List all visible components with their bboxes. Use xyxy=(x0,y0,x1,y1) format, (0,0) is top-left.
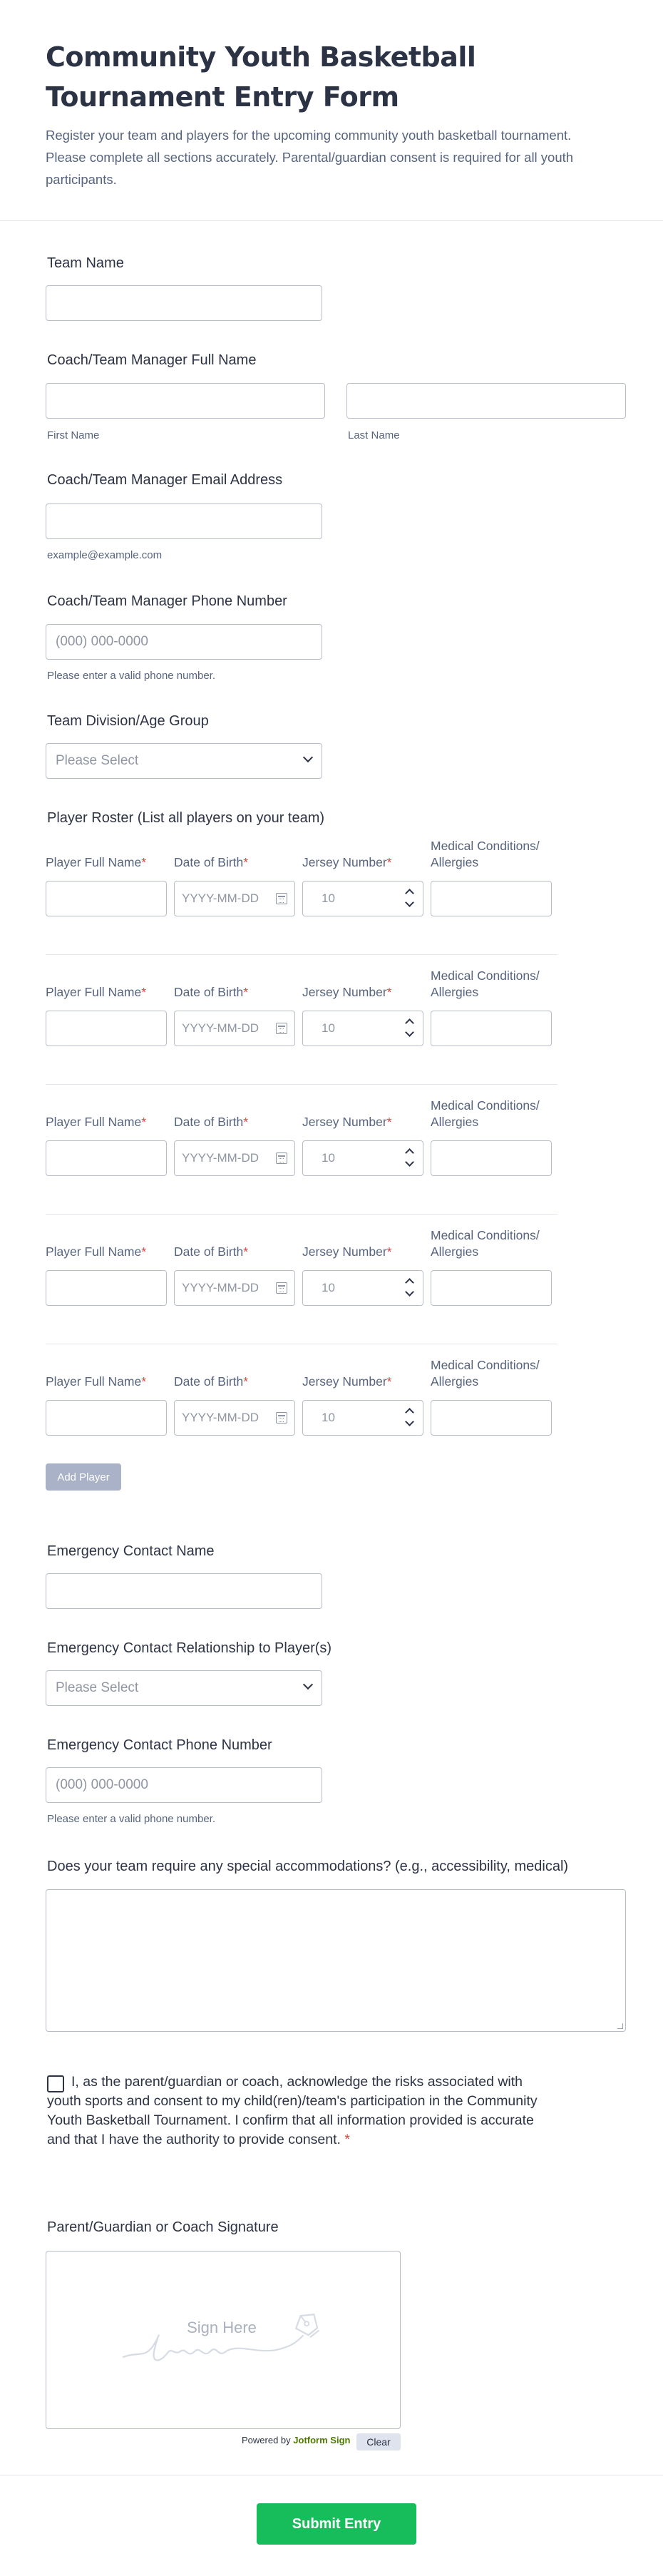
division-label: Team Division/Age Group xyxy=(47,713,209,729)
dob-placeholder: YYYY-MM-DD xyxy=(182,891,259,905)
required-mark: * xyxy=(141,1115,147,1129)
form-header xyxy=(0,0,663,221)
accommodations-textarea[interactable] xyxy=(46,1889,626,2032)
player-name-input[interactable] xyxy=(46,1400,167,1436)
medical-column-label xyxy=(431,1227,552,1260)
medical-conditions-input[interactable] xyxy=(431,881,552,916)
dob-column-label-text: Date of Birth xyxy=(174,1374,244,1389)
coach-email-label: Coach/Team Manager Email Address xyxy=(47,472,283,488)
player-name-column-label-text: Player Full Name xyxy=(46,1244,142,1259)
required-mark: * xyxy=(243,985,249,999)
last-name-sublabel: Last Name xyxy=(348,429,400,441)
dob-column-label xyxy=(174,1244,295,1260)
medical-column-label-text: Medical Conditions/ Allergies xyxy=(431,968,540,999)
dob-placeholder: YYYY-MM-DD xyxy=(182,1411,259,1424)
dob-placeholder: YYYY-MM-DD xyxy=(182,1151,259,1165)
player-name-column-label xyxy=(46,1114,167,1130)
required-mark: * xyxy=(243,1244,249,1259)
roster-row-divider xyxy=(46,954,557,955)
required-mark: * xyxy=(141,1374,147,1389)
medical-column-label xyxy=(431,1098,552,1130)
chevron-up-icon[interactable] xyxy=(404,888,414,895)
team-name-input[interactable] xyxy=(46,285,322,321)
powered-by-label: Powered by xyxy=(242,2435,291,2445)
required-mark: * xyxy=(386,985,392,999)
required-mark: * xyxy=(386,1115,392,1129)
emergency-relationship-label: Emergency Contact Relationship to Player(s) xyxy=(47,1640,332,1656)
required-mark: * xyxy=(386,855,392,869)
calendar-icon[interactable] xyxy=(276,893,287,904)
jersey-column-label-text: Jersey Number xyxy=(302,1374,387,1389)
accommodations-label: Does your team require any special accommodations? (e.g., accessibility, medical) xyxy=(47,1859,569,1874)
medical-conditions-input[interactable] xyxy=(431,1270,552,1306)
roster-row-divider xyxy=(46,1084,557,1085)
emergency-name-label: Emergency Contact Name xyxy=(47,1543,215,1559)
coach-first-name-input[interactable] xyxy=(46,383,325,419)
jotform-sign-brand: Jotform Sign xyxy=(293,2435,351,2445)
medical-column-label xyxy=(431,1357,552,1390)
player-name-column-label-text: Player Full Name xyxy=(46,855,142,869)
coach-phone-sublabel: Please enter a valid phone number. xyxy=(47,670,215,682)
dob-column-label-text: Date of Birth xyxy=(174,1115,244,1129)
roster-label: Player Roster (List all players on your team) xyxy=(47,810,325,826)
dob-input[interactable] xyxy=(174,1140,295,1176)
required-mark: * xyxy=(141,985,147,999)
chevron-down-icon[interactable] xyxy=(404,1420,414,1427)
chevron-down-icon xyxy=(303,752,313,762)
jersey-placeholder: 10 xyxy=(322,1151,335,1165)
jersey-number-input[interactable] xyxy=(302,1400,423,1436)
player-name-input[interactable] xyxy=(46,1270,167,1306)
coach-last-name-input[interactable] xyxy=(346,383,626,419)
medical-conditions-input[interactable] xyxy=(431,1011,552,1046)
dob-placeholder: YYYY-MM-DD xyxy=(182,1281,259,1294)
medical-column-label xyxy=(431,968,552,1001)
coach-email-input[interactable] xyxy=(46,504,322,539)
dob-column-label-text: Date of Birth xyxy=(174,1244,244,1259)
submit-button[interactable]: Submit Entry xyxy=(257,2503,416,2545)
jersey-number-input[interactable] xyxy=(302,1011,423,1046)
required-mark: * xyxy=(141,1244,147,1259)
player-name-column-label-text: Player Full Name xyxy=(46,1374,142,1389)
jersey-column-label-text: Jersey Number xyxy=(302,855,387,869)
calendar-icon[interactable] xyxy=(276,1152,287,1164)
calendar-icon[interactable] xyxy=(276,1412,287,1424)
jersey-column-label xyxy=(302,1114,423,1130)
jersey-column-label xyxy=(302,1244,423,1260)
medical-column-label-text: Medical Conditions/ Allergies xyxy=(431,1358,540,1389)
dob-input[interactable] xyxy=(174,881,295,916)
form-title: Community Youth Basketball Tournament Entry Form xyxy=(46,41,476,113)
player-name-column-label xyxy=(46,854,167,871)
jersey-placeholder: 10 xyxy=(322,891,335,905)
dob-column-label-text: Date of Birth xyxy=(174,855,244,869)
signature-pad[interactable] xyxy=(46,2251,401,2429)
pen-icon xyxy=(292,2309,324,2341)
jersey-placeholder: 10 xyxy=(322,1411,335,1424)
required-mark: * xyxy=(386,1244,392,1259)
emergency-phone-placeholder: (000) 000-0000 xyxy=(56,1777,148,1792)
dob-input[interactable] xyxy=(174,1270,295,1306)
emergency-name-input[interactable] xyxy=(46,1573,322,1609)
jersey-placeholder: 10 xyxy=(322,1021,335,1035)
player-name-input[interactable] xyxy=(46,1011,167,1046)
required-mark: * xyxy=(141,855,147,869)
sign-here-hint: Sign Here xyxy=(187,2319,257,2336)
coach-phone-label: Coach/Team Manager Phone Number xyxy=(47,593,287,609)
resize-handle-icon[interactable] xyxy=(617,2023,623,2029)
calendar-icon[interactable] xyxy=(276,1282,287,1294)
medical-column-label xyxy=(431,838,552,871)
division-select[interactable] xyxy=(46,743,322,779)
required-mark: * xyxy=(386,1374,392,1389)
dob-input[interactable] xyxy=(174,1400,295,1436)
roster-row-divider xyxy=(46,1214,557,1215)
jersey-number-input[interactable] xyxy=(302,881,423,916)
jersey-column-label xyxy=(302,984,423,1001)
signature-label: Parent/Guardian or Coach Signature xyxy=(47,2219,279,2235)
jersey-column-label-text: Jersey Number xyxy=(302,1244,387,1259)
division-selected-value: Please Select xyxy=(56,753,139,768)
coach-email-sublabel: example@example.com xyxy=(47,549,163,561)
emergency-phone-sublabel: Please enter a valid phone number. xyxy=(47,1813,215,1825)
chevron-up-icon[interactable] xyxy=(404,1277,414,1284)
jersey-column-label xyxy=(302,854,423,871)
powered-by-text xyxy=(242,2435,350,2445)
dob-column-label xyxy=(174,1114,295,1130)
emergency-relationship-select[interactable] xyxy=(46,1670,322,1706)
signature-squiggle xyxy=(123,2335,303,2360)
jersey-placeholder: 10 xyxy=(322,1281,335,1294)
chevron-up-icon[interactable] xyxy=(404,1018,414,1025)
player-name-input[interactable] xyxy=(46,1140,167,1176)
emergency-relationship-selected-value: Please Select xyxy=(56,1680,139,1695)
player-name-column-label-text: Player Full Name xyxy=(46,985,142,999)
chevron-down-icon[interactable] xyxy=(404,1160,414,1167)
medical-conditions-input[interactable] xyxy=(431,1400,552,1436)
dob-column-label xyxy=(174,984,295,1001)
dob-column-label-text: Date of Birth xyxy=(174,985,244,999)
jersey-column-label-text: Jersey Number xyxy=(302,985,387,999)
chevron-down-icon[interactable] xyxy=(404,1290,414,1297)
player-name-column-label xyxy=(46,984,167,1001)
required-mark: * xyxy=(243,1115,249,1129)
medical-conditions-input[interactable] xyxy=(431,1140,552,1176)
chevron-up-icon[interactable] xyxy=(404,1148,414,1155)
dob-column-label xyxy=(174,854,295,871)
player-name-column-label-text: Player Full Name xyxy=(46,1115,142,1129)
coach-name-label: Coach/Team Manager Full Name xyxy=(47,352,257,368)
jersey-column-label-text: Jersey Number xyxy=(302,1115,387,1129)
dob-input[interactable] xyxy=(174,1011,295,1046)
team-name-label: Team Name xyxy=(47,255,124,271)
chevron-down-icon xyxy=(303,1680,313,1690)
required-mark: * xyxy=(243,855,249,869)
jersey-number-input[interactable] xyxy=(302,1270,423,1306)
calendar-icon[interactable] xyxy=(276,1023,287,1034)
chevron-down-icon[interactable] xyxy=(404,1031,414,1038)
player-name-input[interactable] xyxy=(46,881,167,916)
medical-column-label-text: Medical Conditions/ Allergies xyxy=(431,1228,540,1259)
signature-placeholder-graphic xyxy=(46,2252,401,2430)
consent-text xyxy=(47,2072,546,2150)
clear-signature-button[interactable]: Clear xyxy=(356,2433,401,2450)
jersey-column-label xyxy=(302,1374,423,1390)
dob-column-label xyxy=(174,1374,295,1390)
medical-column-label-text: Medical Conditions/ Allergies xyxy=(431,839,540,869)
required-mark: * xyxy=(243,1374,249,1389)
coach-phone-input[interactable] xyxy=(46,624,322,660)
player-name-column-label xyxy=(46,1244,167,1260)
consent-statement: I, as the parent/guardian or coach, acknowledge the risks associated with youth sports and consent to my child(ren)/team's participation in the Community Youth Basketball Tournament. I confirm that all information provided is accurate and that I have the authority to provide consent. xyxy=(47,2074,538,2147)
emergency-phone-label: Emergency Contact Phone Number xyxy=(47,1737,272,1753)
required-mark: * xyxy=(344,2132,350,2147)
dob-placeholder: YYYY-MM-DD xyxy=(182,1021,259,1035)
first-name-sublabel: First Name xyxy=(47,429,100,441)
chevron-up-icon[interactable] xyxy=(404,1407,414,1414)
jersey-number-input[interactable] xyxy=(302,1140,423,1176)
emergency-phone-input[interactable] xyxy=(46,1767,322,1803)
form-description: Register your team and players for the upcoming community youth basketball tournament. Please complete all sections accurately. Parental/guardian consent is required for all youth participants. xyxy=(46,128,574,187)
coach-phone-placeholder: (000) 000-0000 xyxy=(56,634,148,649)
add-player-button[interactable]: Add Player xyxy=(46,1463,121,1491)
chevron-down-icon[interactable] xyxy=(404,901,414,908)
medical-column-label-text: Medical Conditions/ Allergies xyxy=(431,1098,540,1129)
player-name-column-label xyxy=(46,1374,167,1390)
